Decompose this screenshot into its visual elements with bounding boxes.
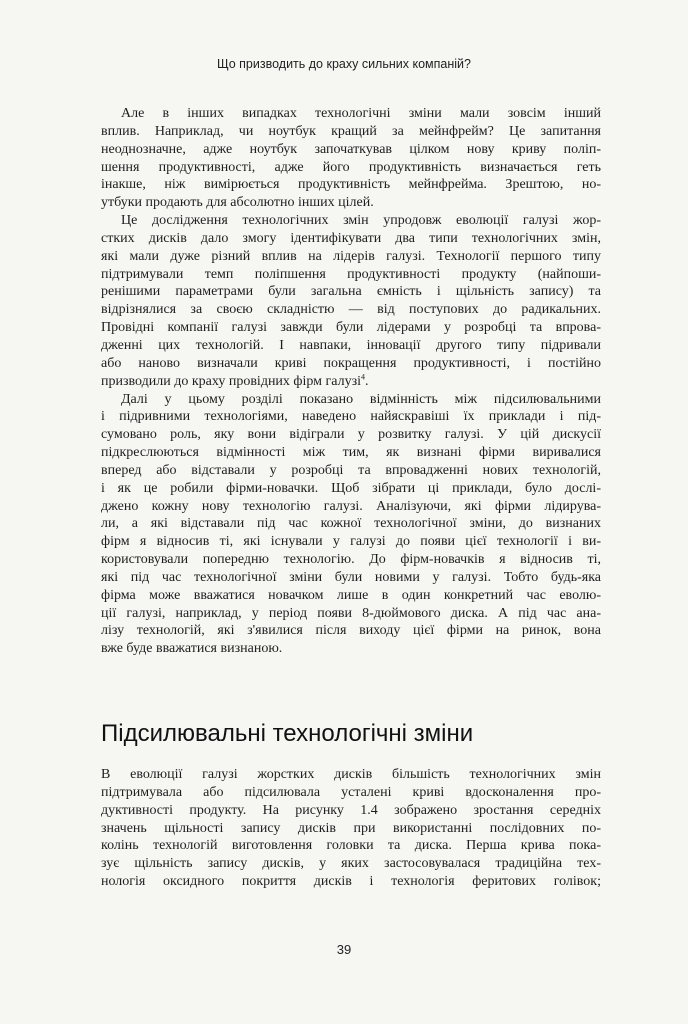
line-text: зує щільність запису дисків, у яких застосовувалася традиційна тех- [101, 856, 601, 872]
line-text: фірма може вважатися новачком лише в один конкретний час еволю- [101, 587, 601, 603]
running-head: Що призводить до краху сильних компаній? [217, 57, 471, 71]
line-text: колінь технологій виготовлення головки та диска. Перша крива пока- [101, 838, 601, 854]
text-line [101, 837, 601, 855]
text-line [101, 266, 601, 284]
line-text: нологія оксидного покриття дисків і технологія феритових голівок; [101, 874, 601, 890]
text-line [101, 123, 601, 141]
line-text: ренішими параметрами були загальна ємність і щільність запису) та [101, 284, 601, 300]
text-line [101, 498, 601, 516]
text-line [101, 194, 601, 212]
text-line [101, 141, 601, 159]
paragraph [101, 766, 601, 891]
line-text: вперед або відставали у розробці та впровадженні нових технологій, [101, 462, 601, 478]
line-text: фірм я відносив ті, які існували у галузі до появи цієї технології і ви- [101, 534, 601, 550]
page-number: 39 [336, 942, 352, 957]
line-text: сумовано роль, яку вони відіграли у розвитку галузі. У цій дискусії [101, 427, 601, 443]
paragraph [101, 105, 601, 212]
text-line [101, 426, 601, 444]
text-line [101, 176, 601, 194]
text-line [101, 640, 601, 658]
line-text: значень щільності запису дисків при використанні послідовних по- [101, 820, 601, 836]
text-line [101, 820, 601, 838]
text-line [101, 373, 601, 391]
line-text: утбуки продають для абсолютно інших цілей. [101, 195, 374, 211]
text-line [101, 855, 601, 873]
line-text: підтримували темп поліпшення продуктивності продукту (найпоши- [101, 266, 601, 282]
line-text: лізу технологій, які з'явилися після виходу цієї фірми на ринок, вона [101, 623, 601, 639]
text-line [101, 551, 601, 569]
text-line [101, 622, 601, 640]
line-text: Але в інших випадках технологічні зміни мали зовсім інший [121, 106, 601, 121]
section-body [101, 766, 601, 891]
section-heading: Підсилювальні технологічні зміни [101, 720, 474, 747]
line-text: які мали дуже різний вплив на лідерів галузі. Технології першого типу [101, 248, 601, 264]
line-text: джено кожну нову технологію галузі. Аналізуючи, які фірми лідирува- [101, 498, 601, 514]
text-line [101, 105, 601, 123]
text-line [101, 766, 601, 784]
text-line [101, 533, 601, 551]
text-line [101, 784, 601, 802]
text-line [101, 605, 601, 623]
section-intro-body [101, 105, 601, 658]
line-text: стких дисків дало змогу ідентифікувати два типи технологічних змін, [101, 230, 601, 246]
text-line [101, 159, 601, 177]
text-line [101, 248, 601, 266]
line-text: і підривними технологіями, наведено найяскравіші їх приклади і під- [101, 409, 601, 425]
line-text: вплив. Наприклад, чи ноутбук кращий за мейнфрейм? Це запитання [101, 123, 601, 139]
text-line [101, 301, 601, 319]
line-text: неоднозначне, адже ноутбук започаткував цілком нову криву поліп- [101, 141, 601, 157]
line-text: Це дослідження технологічних змін упродовж еволюції галузі жор- [121, 213, 601, 229]
text-line [101, 408, 601, 426]
line-text: вже буде вважатися визнаною. [101, 641, 283, 657]
line-text: призводили до краху провідних фірм галузі [101, 373, 362, 389]
text-line [101, 515, 601, 533]
paragraph [101, 212, 601, 390]
line-text: Далі у цьому розділі показано відмінність між підсилювальними [121, 391, 601, 407]
line-text: дуктивності продукту. На рисунку 1.4 зображено зростання середніх [101, 802, 601, 818]
text-line [101, 391, 601, 409]
text-line [101, 587, 601, 605]
line-text: підтримувала або підсилювала усталені криві вдосконалення про- [101, 784, 601, 800]
text-line [101, 319, 601, 337]
text-line [101, 873, 601, 891]
footnote-marker[interactable]: 4 [361, 372, 366, 381]
text-line [101, 444, 601, 462]
line-text: які під час технологічної зміни були новими у галузі. Тобто будь-яка [101, 569, 601, 585]
paragraph [101, 391, 601, 659]
text-line [101, 337, 601, 355]
line-text: ції галузі, наприклад, у період появи 8-дюймового диска. А під час ана- [101, 605, 601, 621]
line-text: дженні цих технологій. І навпаки, інновації другого типу підривали [101, 337, 601, 353]
punctuation: . [365, 373, 369, 389]
text-line [101, 212, 601, 230]
line-text: або наново визначали криві покращення продуктивності, і постійно [101, 355, 601, 371]
text-line [101, 802, 601, 820]
line-text: ли, а які відставали під час кожної технологічної зміни, до визнаних [101, 516, 601, 532]
line-text: В еволюції галузі жорстких дисків більшість технологічних змін [101, 767, 601, 782]
line-text: підкреслюються відмінності між тим, як визнані фірми виривалися [101, 445, 601, 461]
text-line [101, 230, 601, 248]
text-line [101, 480, 601, 498]
text-line [101, 283, 601, 301]
text-line [101, 462, 601, 480]
line-text: і як це робили фірми-новачки. Щоб зібрати ці приклади, було дослі- [101, 480, 601, 496]
text-line [101, 355, 601, 373]
line-text: користовували попередню технологію. До фірм-новачків я відносив ті, [101, 552, 601, 568]
line-text: відрізнялися за своєю складністю — від поступових до радикальних. [101, 302, 601, 318]
line-text: Провідні компанії галузі завжди були лідерами у розробці та впрова- [101, 320, 601, 336]
line-text: шення продуктивності, адже його продуктивність визначається геть [101, 159, 601, 175]
text-line [101, 569, 601, 587]
line-text: інакше, ніж вимірюється продуктивність мейнфрейма. Зрештою, но- [101, 177, 601, 193]
